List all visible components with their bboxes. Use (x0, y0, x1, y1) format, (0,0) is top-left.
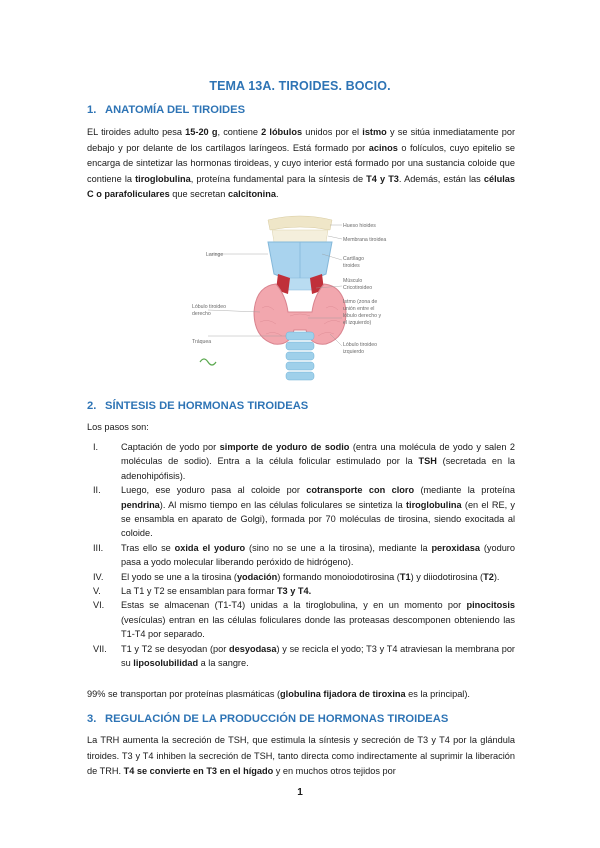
section-1-run: 2 lóbulos (261, 127, 303, 137)
section-1-run: calcitonina (227, 189, 276, 199)
label-cartilago-1: Cartílago (343, 256, 365, 262)
step-2-run: tiroglobulina (405, 499, 462, 510)
label-cartilago-2: tiroides (343, 263, 360, 269)
section-1-run: células C o parafoliculares (87, 173, 515, 199)
section-1-heading (87, 104, 245, 116)
section-3-number: 3. (87, 713, 97, 725)
section-1-run: . (275, 189, 279, 199)
thyroid-anatomy-figure (190, 212, 410, 390)
step-number: IV. (93, 571, 104, 582)
section-1-number: 1. (87, 104, 97, 116)
section-1-run: , proteína fundamental para la síntesis de (190, 173, 367, 184)
page-number: 1 (297, 787, 303, 798)
section-2-title: SÍNTESIS DE HORMONAS TIROIDEAS (105, 400, 309, 412)
section-1-run: o folículos, cuyo epitelio se encarga de sintetizar las hormonas tiroideas, y cuyo interior está formado por una sustancia coloide que contiene la (87, 142, 515, 184)
step-5-run: La T1 y T2 se ensamblan para formar (121, 586, 277, 597)
label-lobulo-derecho-1: Lóbulo tiroideo (192, 304, 227, 310)
section-1-run: . Además, están las (398, 173, 484, 184)
thyroid-illustration (190, 212, 410, 390)
step-1-run: Captación de yodo por (121, 442, 220, 452)
step-4-run: ) formando monoiodotirosina ( (277, 571, 400, 582)
step-3-run: oxida el yoduro (174, 542, 246, 553)
section-1-run: istmo (362, 127, 387, 137)
document-title: TEMA 13A. TIROIDES. BOCIO. (209, 79, 391, 93)
step-7-run: desyodasa (229, 643, 277, 654)
synthesis-step (87, 541, 515, 570)
label-hueso-hioides: Hueso hioides (343, 223, 376, 229)
section-1-run: acinos (368, 142, 398, 153)
step-7-run: ) y se recicla el yodo; T3 y T4 atraviesan la membrana por su (121, 643, 515, 669)
section-1-run: 15-20 g (185, 127, 218, 137)
label-traquea: Tráquea (192, 339, 212, 345)
section-1-run: EL tiroides adulto pesa (87, 127, 186, 137)
step-3-run: (sino no se une a la tirosina), mediante la (245, 542, 432, 553)
label-istmo-4: el izquierdo) (343, 320, 372, 326)
step-5-run: T3 y T4. (276, 586, 312, 597)
step-2-run: pendrina (121, 499, 160, 510)
section-3-paragraph (87, 733, 515, 780)
section-1-run: que secretan (169, 189, 228, 199)
step-2-run: Luego, ese yoduro pasa al coloide por (121, 485, 307, 496)
step-1-run: (entra una molécula de yodo y salen 2 moléculas de sodio). Entra a la célula folicular estimulado por la (121, 442, 515, 467)
section-2-heading (87, 400, 308, 412)
section-1-run: unidos por el (302, 127, 363, 137)
step-4-run: T1 (399, 571, 411, 582)
section-3-heading (87, 713, 448, 725)
step-number: V. (93, 586, 101, 597)
thyroid-membrane-shape (272, 230, 328, 242)
step-6-run: (vesículas) entran en las células foliculares donde las proteasas descomponen obteniendo las T1-T4 por separado. (121, 614, 515, 640)
section-2-closing-run: globulina fijadora de tiroxina (280, 689, 406, 699)
step-2-run: (en el RE, y se ensambla en aparato de Golgi), formada por 70 moléculas de tirosina, siendo exocitada al coloide. (121, 499, 515, 539)
step-number: I. (93, 442, 99, 452)
section-1-run: tiroglobulina (135, 173, 191, 184)
synthesis-step (87, 483, 515, 541)
trachea-shape (286, 332, 314, 380)
step-6-run: Estas se almacenan (T1-T4) unidas a la tiroglobulina, y en un momento por (121, 600, 467, 611)
label-istmo-1: Istmo (zona de (343, 299, 378, 305)
synthesis-step (87, 440, 515, 483)
step-1-run: (secretada en la adenohipófisis). (121, 456, 515, 481)
step-number: VII. (93, 643, 107, 654)
step-3-run: (yoduro pasa a yodo molecular liberando peróxido de hidrógeno). (121, 542, 515, 568)
synthesis-step (87, 570, 515, 584)
section-2-closing-run: es la principal). (405, 689, 470, 699)
step-2-run: ). Al mismo tiempo en las células foliculares se sintetiza la (159, 499, 406, 510)
section-3-run: La TRH aumenta la secreción de TSH, que estimula la síntesis y secreción de T3 y T4 por la glándula tiroides. T3 y T4 inhiben la secreción de TSH, tanto directa como indirectamente al suprimir la liberación de TRH. (87, 735, 515, 776)
section-2-closing (87, 687, 515, 703)
section-3-title: REGULACIÓN DE LA PRODUCCIÓN DE HORMONAS TIROIDEAS (105, 713, 449, 725)
step-2-run: (mediante la proteína (414, 485, 515, 496)
hyoid-bone-shape (268, 216, 332, 230)
label-istmo-2: unión entre el (343, 306, 375, 312)
publisher-logo-mark (200, 359, 216, 365)
label-musculo-2: Cricotiroideo (343, 285, 373, 291)
synthesis-step (87, 598, 515, 641)
section-1-run: T4 y T3 (366, 173, 399, 184)
synthesis-steps-list (87, 440, 515, 671)
step-4-run: ). (493, 571, 500, 582)
label-laringe: Laringe (206, 252, 224, 258)
step-4-run: ) y diiodotirosina ( (410, 571, 484, 582)
section-1-run: , contiene (217, 127, 262, 137)
step-7-run: T1 y T2 se desyodan (por (121, 643, 230, 654)
step-number: VI. (93, 600, 105, 611)
step-number: II. (93, 485, 101, 496)
section-2-number: 2. (87, 400, 97, 412)
label-lobulo-izquierdo-2: izquierdo (343, 349, 365, 355)
label-istmo-3: lóbulo derecho y (343, 313, 382, 319)
step-7-run: liposolubilidad (133, 658, 199, 669)
step-7-run: a la sangre. (198, 658, 249, 669)
label-membrana-tiroidea: Membrana tiroidea (343, 237, 387, 243)
step-4-run: El yodo se une a la tirosina ( (121, 571, 237, 582)
step-2-run: cotransporte con cloro (306, 485, 415, 496)
step-3-run: peroxidasa (431, 542, 480, 553)
step-1-run: simporte de yoduro de sodio (219, 442, 350, 452)
label-lobulo-izquierdo-1: Lóbulo tiroideo (343, 342, 378, 348)
step-1-run: TSH (418, 456, 437, 467)
step-4-run: yodación (236, 571, 278, 582)
step-4-run: T2 (483, 571, 494, 582)
section-3-run: T4 se convierte en T3 en el hígado (123, 766, 274, 776)
label-lobulo-derecho-2: derecho (192, 311, 211, 317)
step-6-run: pinocitosis (466, 600, 515, 611)
section-3-run: y en muchos otros tejidos por (273, 766, 396, 776)
label-musculo-1: Músculo (343, 278, 363, 284)
synthesis-step (87, 584, 515, 598)
synthesis-step (87, 642, 515, 671)
section-2-intro: Los pasos son: (87, 422, 149, 432)
section-1-paragraph (87, 125, 515, 203)
step-number: III. (93, 542, 104, 553)
step-3-run: Tras ello se (121, 542, 175, 553)
section-2-closing-run: 99% se transportan por proteínas plasmáticas ( (87, 689, 281, 699)
section-1-title: ANATOMÍA DEL TIROIDES (105, 104, 246, 116)
section-1-run: y se sitúa inmediatamente por debajo y por delante de los cartílagos laríngeos. Está formado por (87, 127, 516, 153)
